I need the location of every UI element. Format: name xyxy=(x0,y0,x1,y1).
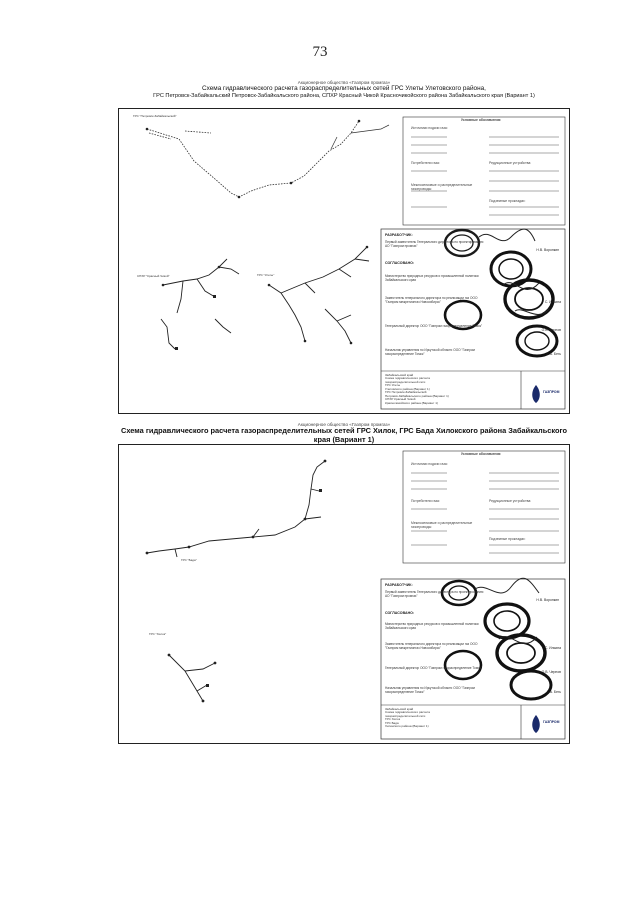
scheme1-network-lower-left xyxy=(161,259,239,349)
scheme1-network-lower-right xyxy=(325,309,351,343)
scheme2-agreed-2-name: С. Ильина xyxy=(544,646,561,650)
scheme2-agreed-3: Генеральный директор ООО "Газпром газораспределение Томск" xyxy=(385,666,483,670)
scheme1-node-label: ГРС "Улеты" xyxy=(257,273,275,277)
scheme2-frame xyxy=(118,444,570,744)
scheme1-pipeline-top xyxy=(147,121,359,197)
scheme1-developer-text: Первый заместитель Генерального директора по проектированию АО "Газпром промгаз" xyxy=(385,240,484,248)
scheme1-header xyxy=(118,80,570,99)
scheme1-legend-box xyxy=(403,117,565,225)
scheme2-agreed-label: СОГЛАСОВАНО: xyxy=(385,611,415,615)
scheme2-legend-item: Потребители газа: xyxy=(411,499,440,503)
scheme2-header xyxy=(118,422,570,444)
scheme2-title: Схема гидравлического расчета газораспределительных сетей ГРС Хилок, ГРС Бада Хилокского района Забайкальского края (Вариант 1) xyxy=(121,426,567,444)
scheme2-pipeline-lower xyxy=(169,655,215,701)
scheme1-agreed-3: Генеральный директор ООО "Газпром газораспределение Томск" xyxy=(385,324,483,328)
scheme2-developer-text: Первый заместитель Генерального директора по проектированию АО "Газпром промгаз" xyxy=(385,590,484,598)
scheme1-title-line1: Схема гидравлического расчета газораспределительных сетей ГРС Улеты Улетовского района, xyxy=(202,85,486,92)
scheme2-legend-item: Редукционные устройства: xyxy=(489,499,532,503)
scheme1-legend-item: Подземные прокладки: xyxy=(489,199,526,203)
scheme1-legend-item: Потребители газа: xyxy=(411,161,440,165)
page-number: 73 xyxy=(312,44,328,60)
scheme1-node-label: СПХР "Красный Чикой" xyxy=(137,274,170,278)
scheme1-developer-name: Н.В. Воронкин xyxy=(536,248,559,252)
scheme1-branch-top-right xyxy=(331,125,389,149)
scheme2-agreed-4: Начальник управления по Иркутской области ООО "Газпром газораспределение Томск" xyxy=(385,686,475,694)
scheme1-logo: ГАЗПРОМ xyxy=(543,390,560,394)
scheme2-legend-box xyxy=(403,451,565,563)
scheme2-nodes-upper xyxy=(146,460,327,555)
scheme1-node-label: ГРС "Петровск-Забайкальский" xyxy=(133,114,177,118)
scheme2-legend-item: Межпоселковые и распределительные газопроводы: xyxy=(411,521,473,529)
scheme2-legend-item: Подземные прокладки: xyxy=(489,537,526,541)
scheme1-nodes xyxy=(146,120,369,350)
scheme2-agreed-2: Заместитель генерального директора по реализации газ ООО "Газпром межрегионгаз Новосибирск" xyxy=(385,642,478,650)
scheme2-node-label: ГРС "Бада" xyxy=(181,558,197,562)
scheme1-developer-label: РАЗРАБОТЧИК: xyxy=(385,233,413,237)
scheme1-agreed-1: Министерство природных ресурсов и промышленной политики Забайкальского края xyxy=(385,274,479,282)
scheme1-titleblock-text: Забайкальский край Схема гидравлического расчета газораспределительной сети ГРС Улеты Улетовского района (Вариант 1) ГРС Петровск-Забайкальский Петровск-Забайкальского района (Вариант 1) СПХР Красный Чикой Красночикойского района (Вариант 1) xyxy=(385,373,449,405)
scheme1-agreed-4-name: А.А. Бегь xyxy=(546,352,561,356)
scheme1-title-line2: ГРС Петровск-Забайкальский Петровск-Забайкальского района, СПХР Красный Чикой Красночикойского района Забайкальского края (Вариант 1) xyxy=(153,92,535,99)
scheme2-developer-label: РАЗРАБОТЧИК: xyxy=(385,583,413,587)
scheme1-agreed-2: Заместитель генерального директора по реализации газ ООО "Газпром межрегионгаз Новосибирск" xyxy=(385,296,478,304)
scheme1-agreed-label: СОГЛАСОВАНО: xyxy=(385,261,415,265)
scheme2-agreed-1: Министерство природных ресурсов и промышленной политики Забайкальского края xyxy=(385,622,479,630)
scheme1-legend-item: Межпоселковые и распределительные газопроводы: xyxy=(411,183,473,191)
scheme1-agreed-4: Начальник управления по Иркутской области ООО "Газпром газораспределение Томск" xyxy=(385,348,475,356)
scheme1-frame xyxy=(118,108,570,414)
scheme2-developer-name: Н.В. Воронкин xyxy=(536,598,559,602)
scheme2-legend-item: Источники подачи газа: xyxy=(411,462,448,466)
scheme1-agreed-2-name: С. Ильина xyxy=(544,300,561,304)
scheme2-pipeline-upper xyxy=(147,461,325,557)
scheme2-agreed-3-name: О.В. Чернов xyxy=(541,670,561,674)
scheme2-logo: ГАЗПРОМ xyxy=(543,720,560,724)
scheme2-agreed-4-name: А.А. Бегь xyxy=(546,690,561,694)
scheme1-legend-heading: Условные обозначения xyxy=(461,118,501,122)
scheme2-drawing xyxy=(119,445,571,745)
scheme2-legend-heading: Условные обозначения xyxy=(461,452,501,456)
scheme2-org: Акционерное общество «Газпром промгаз» xyxy=(297,422,391,427)
scheme1-legend-item: Источники подачи газа: xyxy=(411,126,448,130)
scheme1-drawing xyxy=(119,109,571,415)
scheme1-agreed-3-name: О.В. Чернов xyxy=(541,328,561,332)
scheme1-org: Акционерное общество «Газпром промгаз» xyxy=(297,80,391,85)
scheme1-network-lower-mid xyxy=(269,247,369,341)
scheme2-node-label: ГРС "Хилок" xyxy=(149,632,167,636)
scheme2-titleblock-text: Забайкальский край Схема гидравлического расчета газораспределительной сети ГРС Хилок ГРС Бада Хилокского района (Вариант 1) xyxy=(385,707,430,729)
scheme1-legend-item: Редукционные устройства: xyxy=(489,161,532,165)
